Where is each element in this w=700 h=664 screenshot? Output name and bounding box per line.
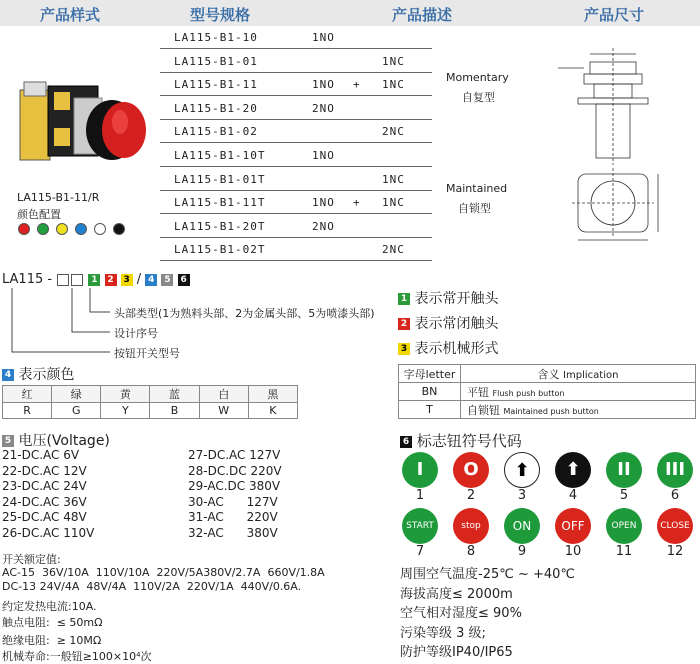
ratings-title: 开关额定值: <box>2 553 61 566</box>
symbol-number: 1 <box>415 488 425 503</box>
color-dot <box>94 223 106 235</box>
header-bar <box>0 0 700 26</box>
symbol-button: ⬆ <box>555 452 591 488</box>
model-no: 1NO <box>312 31 335 44</box>
momentary-en: Momentary <box>446 71 509 84</box>
voltage-title-text: 电压(Voltage) <box>18 433 110 449</box>
voltage-title <box>2 430 110 450</box>
header-description: 产品描述 <box>392 6 453 24</box>
badge-2: 2 <box>105 274 117 286</box>
model-nc: 1NC <box>382 172 405 186</box>
symbols-badge: 6 <box>400 436 412 448</box>
color-table-title <box>2 364 74 384</box>
maintained-en: Maintained <box>446 182 508 195</box>
legend-3 <box>398 338 498 358</box>
code-switch-model: 按钮开关型号 <box>114 347 180 360</box>
ratings-insulation: 绝缘电阻: ≥ 10MΩ <box>2 634 102 647</box>
model-code: LA115-B1-11 <box>174 78 258 92</box>
color-cell: K <box>248 403 297 419</box>
ratings-ac: AC-15 36V/10A 110V/10A 220V/5A380V/2.7A 660V/1.8A <box>2 566 325 579</box>
symbol-button: III <box>657 452 693 488</box>
code-slash: / <box>136 272 142 287</box>
model-no: 2NO <box>312 101 335 115</box>
symbols-title <box>400 430 522 451</box>
model-row <box>160 215 540 238</box>
ratings-contact: 触点电阻: ≤ 50mΩ <box>2 616 103 629</box>
dimension-drawing <box>548 40 688 250</box>
letter-header: 字母letter <box>399 365 461 383</box>
color-dot <box>75 223 87 235</box>
model-row <box>160 120 540 143</box>
symbol-number: 10 <box>564 544 582 559</box>
model-plus: + <box>353 196 361 210</box>
code-string <box>2 272 190 287</box>
color-cell: Y <box>101 403 150 419</box>
symbol-button: ON <box>504 508 540 544</box>
meaning-header <box>461 365 696 383</box>
symbol-button: stop <box>453 508 489 544</box>
letter-en: Maintained push button <box>503 406 599 416</box>
letter-cn: 平钮 <box>467 385 489 399</box>
symbol-button: START <box>402 508 438 544</box>
letter-code: T <box>399 401 461 419</box>
model-code: LA115-B1-02 <box>174 125 258 139</box>
symbols-title-text: 标志钮符号代码 <box>416 432 522 450</box>
symbol-number: 11 <box>615 544 633 559</box>
symbol-button: CLOSE <box>657 508 693 544</box>
env-item: 海拔高度≤ 2000m <box>400 586 513 602</box>
badge-1: 1 <box>88 274 100 286</box>
symbol-number: 9 <box>517 544 527 559</box>
model-nc: 1NC <box>382 54 405 68</box>
letter-code: BN <box>399 383 461 401</box>
code-prefix: LA115 - <box>2 272 53 287</box>
ratings-dc: DC-13 24V/4A 48V/4A 110V/2A 220V/1A 440V/0.6A. <box>2 580 302 593</box>
model-no: 1NO <box>312 149 335 162</box>
color-cell: 黑 <box>248 386 297 403</box>
row-divider <box>160 260 432 261</box>
symbol-button: ⬆ <box>504 452 540 488</box>
header-dimensions: 产品尺寸 <box>584 6 645 24</box>
color-title-text: 表示颜色 <box>18 367 75 383</box>
voltage-right-list: 27-DC.AC 127V 28-DC.DC 220V 29-AC.DC 380V 30-AC 127V 31-AC 220V 32-AC 380V <box>188 448 282 540</box>
product-model-label: LA115-B1-11/R <box>17 191 100 204</box>
color-cell: R <box>3 403 52 419</box>
color-cell: 绿 <box>52 386 101 403</box>
model-code: LA115-B1-01 <box>174 54 258 68</box>
color-table <box>2 385 298 419</box>
env-item: 污染等级 3 级; <box>400 625 486 641</box>
symbols-grid <box>398 450 698 562</box>
meaning-cn: 含义 <box>537 367 560 381</box>
legend-badge-1: 1 <box>398 293 410 305</box>
voltage-badge: 5 <box>2 435 14 447</box>
model-row <box>160 26 540 49</box>
legend-2 <box>398 313 498 333</box>
symbol-button: OPEN <box>606 508 642 544</box>
color-cell: B <box>150 403 199 419</box>
header-product-style: 产品样式 <box>40 6 101 24</box>
color-badge-4: 4 <box>2 369 14 381</box>
code-box-1 <box>57 274 69 286</box>
color-config-label: 颜色配置 <box>17 208 61 221</box>
header-model-spec: 型号规格 <box>190 6 251 24</box>
model-row <box>160 238 540 261</box>
momentary-cn: 自复型 <box>462 91 495 104</box>
code-leader-lines <box>0 288 120 360</box>
badge-4: 4 <box>145 274 157 286</box>
symbol-button: OFF <box>555 508 591 544</box>
code-design-no: 设计序号 <box>114 327 158 340</box>
model-no: 1NO <box>312 78 335 92</box>
symbol-number: 6 <box>670 488 680 503</box>
symbol-number: 3 <box>517 488 527 503</box>
legend-1 <box>398 288 498 308</box>
maintained-cn: 自锁型 <box>458 202 491 215</box>
model-code: LA115-B1-01T <box>174 172 266 186</box>
model-no: 1NO <box>312 196 335 210</box>
letter-meaning <box>461 383 696 401</box>
ratings-life: 机械寿命:一般钮≥100×10⁴次 <box>2 650 152 663</box>
model-nc: 1NC <box>382 78 405 92</box>
symbol-number: 8 <box>466 544 476 559</box>
color-cell: 黄 <box>101 386 150 403</box>
color-dot <box>113 223 125 235</box>
color-dots <box>14 222 154 238</box>
symbol-number: 2 <box>466 488 476 503</box>
voltage-left-list: 21-DC.AC 6V 22-DC.AC 12V 23-DC.AC 24V 24-DC.AC 36V 25-DC.AC 48V 26-DC.AC 110V <box>2 448 95 540</box>
model-code: LA115-B1-02T <box>174 243 266 257</box>
color-dot <box>37 223 49 235</box>
badge-3: 3 <box>121 274 133 286</box>
model-plus: + <box>353 78 361 92</box>
env-item: 周围空气温度-25℃ ~ +40℃ <box>400 567 576 582</box>
legend-text-2: 表示常闭触头 <box>414 316 499 332</box>
env-list <box>400 565 575 663</box>
symbol-number: 5 <box>619 488 629 503</box>
model-row <box>160 144 540 167</box>
model-code: LA115-B1-10 <box>174 31 258 44</box>
color-dot <box>18 223 30 235</box>
symbol-number: 4 <box>568 488 578 503</box>
symbol-button: O <box>453 452 489 488</box>
model-nc: 2NC <box>382 125 405 139</box>
model-code: LA115-B1-20T <box>174 219 266 233</box>
letter-meaning <box>461 401 696 419</box>
letter-en: Flush push button <box>492 388 565 398</box>
ratings-heat: 约定发热电流:10A. <box>2 600 97 613</box>
model-nc: 1NC <box>382 196 405 210</box>
model-code: LA115-B1-10T <box>174 149 266 162</box>
model-list <box>160 26 540 266</box>
symbol-number: 12 <box>666 544 684 559</box>
color-dot <box>56 223 68 235</box>
badge-5: 5 <box>161 274 173 286</box>
model-nc: 2NC <box>382 243 405 257</box>
symbol-button: I <box>402 452 438 488</box>
meaning-en: Implication <box>563 369 619 381</box>
color-cell: 白 <box>199 386 248 403</box>
color-cell: W <box>199 403 248 419</box>
model-code: LA115-B1-20 <box>174 101 258 115</box>
letter-table <box>398 364 696 419</box>
color-cell: 红 <box>3 386 52 403</box>
code-box-2 <box>71 274 83 286</box>
model-no: 2NO <box>312 219 335 233</box>
legend-badge-3: 3 <box>398 343 410 355</box>
code-head-type: 头部类型(1为熟料头部、2为金属头部、5为喷漆头部) <box>114 307 375 320</box>
legend-text-3: 表示机械形式 <box>414 341 499 357</box>
color-cell: 蓝 <box>150 386 199 403</box>
model-row <box>160 50 540 73</box>
badge-6: 6 <box>178 274 190 286</box>
color-cell: G <box>52 403 101 419</box>
legend-text-1: 表示常开触头 <box>414 291 499 307</box>
letter-cn: 自锁钮 <box>467 403 500 417</box>
symbol-number: 7 <box>415 544 425 559</box>
symbol-button: II <box>606 452 642 488</box>
model-code: LA115-B1-11T <box>174 196 266 210</box>
legend-badge-2: 2 <box>398 318 410 330</box>
product-photo <box>14 72 154 182</box>
env-item: 防护等级IP40/IP65 <box>400 645 513 660</box>
env-item: 空气相对湿度≤ 90% <box>400 606 522 621</box>
